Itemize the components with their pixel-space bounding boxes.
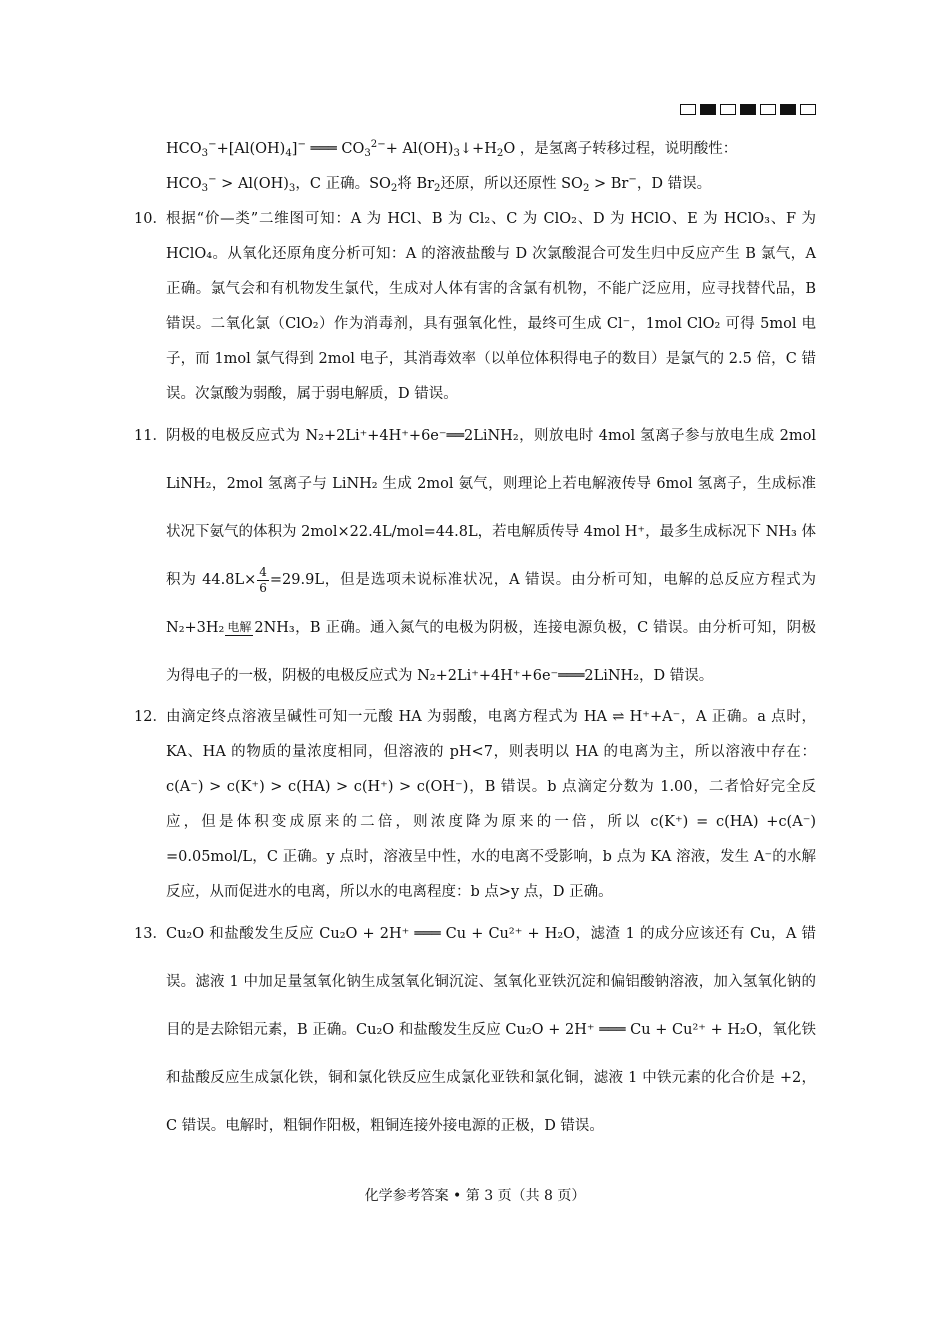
marker-box — [700, 104, 716, 115]
item-text: 2NH₃，B 正确。通入氮气的电极为阴极，连接电源负极，C 错误。由分析可知，阴极为得电子的一极，阴极的电极反应式为 N₂+2Li⁺+4H⁺+6e⁻═══2LiNH₂，D 错误。 — [166, 620, 816, 684]
conclusion-line: $HCO_3^- > Al(OH)_3$，C 正确。$SO_2$将 $Br_2$还原，所以还原性 $SO_2 > Br^-$，D 错误。 — [166, 174, 712, 194]
marker-box — [680, 104, 696, 115]
item-9-continuation — [140, 132, 816, 202]
item-text: 阴极的电极反应式为 N₂+2Li⁺+4H⁺+6e⁻══2LiNH₂，则放电时 4mol 氢离子参与放电生成 2mol LiNH₂，2mol 氢离子与 LiNH₂ 生成 2mol 氨气，则理论上若电解液传导 6mol 氢离子，生成标准状况下氨气的体积为 2mol×22.4L/mol=44.8L，若电解质传导 4mol H⁺，最多生成标况下 NH₃ 体积为 44.8L× — [166, 428, 816, 588]
answer-item-13 — [134, 910, 816, 1150]
marker-box — [740, 104, 756, 115]
reaction-condition: 电解 — [227, 620, 252, 634]
page-footer: 化学参考答案 • 第 3 页（共 8 页） — [364, 1188, 586, 1204]
page-marker — [680, 104, 816, 115]
item-text: 由滴定终点溶液呈碱性可知一元酸 HA 为弱酸，电离方程式为 HA ⇌ H⁺+A⁻，A 正确。a 点时，KA、HA 的物质的量浓度相同，但溶液的 pH<7，则表明以 HA 的电离为主，所以溶液中存在：c(A⁻) > c(K⁺) > c(HA) > c(H⁺) > c(OH⁻)，B 错误。b 点滴定分数为 1.00，二者恰好完全反应，但是体积变成原来的二倍，则浓度降为原来的一倍，所以 c(K⁺) = c(HA) +c(A⁻) =0.05mol/L，C 正确。y 点时，溶液呈中性，水的电离不受影响，b 点为 KA 溶液，发生 A⁻的水解反应，从而促进水的电离，所以水的电离程度：b 点>y 点，D 正确。 — [166, 709, 816, 900]
answer-item-12 — [134, 700, 816, 910]
item-number: 10． — [134, 211, 167, 227]
marker-box — [780, 104, 796, 115]
item-text: 根据“价—类”二维图可知：A 为 HCl、B 为 Cl₂、C 为 ClO₂、D 为 HClO、E 为 HClO₃、F 为 HClO₄。从氧化还原角度分析可知：A 的溶液盐酸与 D 次氯酸混合可发生归中反应产生 B 氯气，A 正确。氯气会和有机物发生氯代，生成对人体有害的含氯有机物，不能广泛应用，应寻找替代品，B 错误。二氧化氯（ClO₂）作为消毒剂，具有强氧化性，最终可生成 Cl⁻，1mol ClO₂ 可得 5mol 电子，而 1mol 氯气得到 2mol 电子，其消毒效率（以单位体积得电子的数目）是氯气的 2.5 倍，C 错误。次氯酸为弱酸，属于弱电解质，D 错误。 — [166, 211, 816, 402]
answer-content — [134, 132, 816, 1150]
marker-box — [720, 104, 736, 115]
item-number: 12． — [134, 709, 167, 725]
fraction: $\frac{4}{6}$ — [259, 564, 267, 595]
item-text: =29.9L，但是选项未说标准状况，A 错误。由分析可知，电解的总反应方程式为 N₂+3H₂ — [166, 572, 816, 636]
answer-item-11 — [134, 412, 816, 700]
equation-line: $HCO_3^-+[Al(OH)_4]^-$ ═══ $CO_3^{2-}+$ $Al(OH)_3↓+H_2O$ ，是氢离子转移过程，说明酸性： — [166, 139, 738, 159]
item-number: 13． — [134, 926, 167, 942]
marker-box — [760, 104, 776, 115]
item-number: 11． — [134, 428, 167, 444]
item-text: Cu₂O 和盐酸发生反应 Cu₂O + 2H⁺ ═══ Cu + Cu²⁺ + H₂O，滤渣 1 的成分应该还有 Cu，A 错误。滤液 1 中加足量氢氧化钠生成氢氧化铜沉淀、氢氧化亚铁沉淀和偏铝酸钠溶液，加入氢氧化钠的目的是去除铝元素，B 正确。Cu₂O 和盐酸发生反应 Cu₂O + 2H⁺ ═══ Cu + Cu²⁺ + H₂O，氧化铁和盐酸反应生成氯化铁，铜和氯化铁反应生成氯化亚铁和氯化铜，滤液 1 中铁元素的化合价是 +2，C 错误。电解时，粗铜作阳极，粗铜连接外接电源的正极，D 错误。 — [166, 926, 816, 1134]
marker-box — [800, 104, 816, 115]
answer-item-10 — [134, 202, 816, 412]
